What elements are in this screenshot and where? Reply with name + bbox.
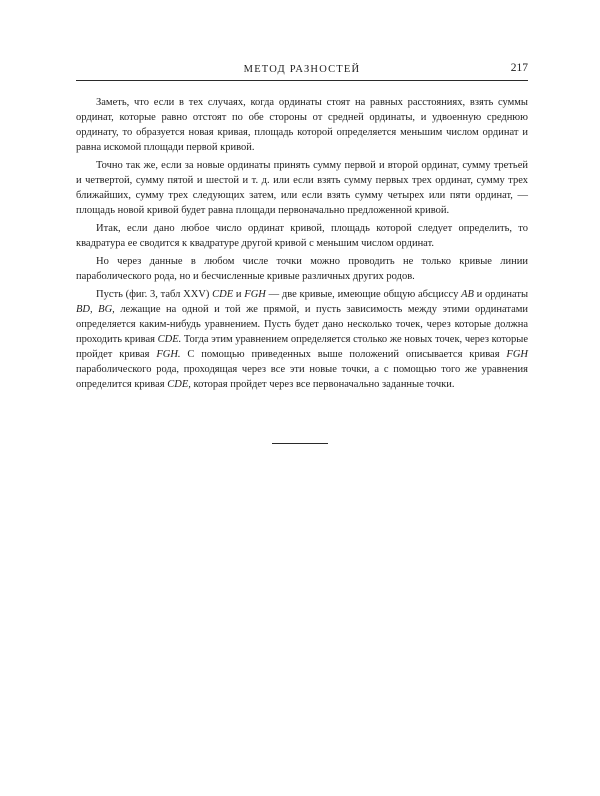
math-symbol: FGH <box>244 289 266 300</box>
text-run: Точно так же, если за новые ординаты принять сумму первой и второй ординат, сумму третьей и четвертой, сумму пятой и шестой и т. д. или если взять сумму первых трех ординат, сумму трех ближайших, сумму трех следующих затем, или если взять сумму четырех или пяти ординат, — площадь новой кривой будет равна площади первоначально предложенной кривой. <box>76 160 528 216</box>
text-run: лежащие на одной и той же прямой, и пусть зависимость между этими ординатами определяется каким-нибудь уравнением. Пусть будет дано несколько точек, через которые должна проходить кривая <box>76 304 528 345</box>
math-symbol: CDE. <box>157 334 182 345</box>
text-run: Тогда этим уравнением определяется столько же новых точек, через которые пройдет кривая <box>76 334 528 360</box>
math-symbol: BD, BG, <box>76 304 115 315</box>
text-run: и <box>233 289 245 300</box>
math-symbol: AB <box>461 289 474 300</box>
text-run: Пусть (фиг. 3, табл XXV) <box>96 289 213 300</box>
paragraph <box>76 158 528 218</box>
text-run: которая пройдет через все первоначально заданные точки. <box>190 379 455 390</box>
paragraph <box>76 95 528 155</box>
body-text <box>76 95 528 395</box>
header-rule <box>76 80 528 81</box>
text-run: Но через данные в любом числе точки можно проводить не только кривые линии параболического рода, но и бесчисленные кривые различных других родов. <box>76 256 528 282</box>
page-number: 217 <box>510 62 528 74</box>
text-run: — две кривые, имеющие общую абсциссу <box>265 289 462 300</box>
section-end-rule <box>272 443 328 444</box>
text-run: параболического рода, проходящая через все эти новые точки, а с помощью того же уравнения определится кривая <box>76 364 528 390</box>
text-run: С помощью приведенных выше положений описывается кривая <box>180 349 507 360</box>
paragraph <box>76 221 528 251</box>
running-title: МЕТОД РАЗНОСТЕЙ <box>243 64 361 75</box>
page-header <box>76 62 528 80</box>
text-run: и ординаты <box>473 289 529 300</box>
text-run: Заметь, что если в тех случаях, когда ординаты стоят на равных расстояниях, взять суммы ординат, которые равно отстоят по обе стороны от средней ординаты, и удвоенную среднюю ординату, то образуется новая кривая, площадь которой определяется меньшим числом ординат и равна искомой площади первой кривой. <box>76 97 528 153</box>
paragraph <box>76 287 528 392</box>
math-symbol: CDE, <box>167 379 191 390</box>
text-run: Итак, если дано любое число ординат кривой, площадь которой следует определить, то квадратура ее сводится к квадратуре другой кривой с меньшим числом ординат. <box>76 223 528 249</box>
math-symbol: CDE <box>212 289 234 300</box>
math-symbol: FGH. <box>156 349 181 360</box>
paragraph <box>76 254 528 284</box>
math-symbol: FGH <box>506 349 528 360</box>
